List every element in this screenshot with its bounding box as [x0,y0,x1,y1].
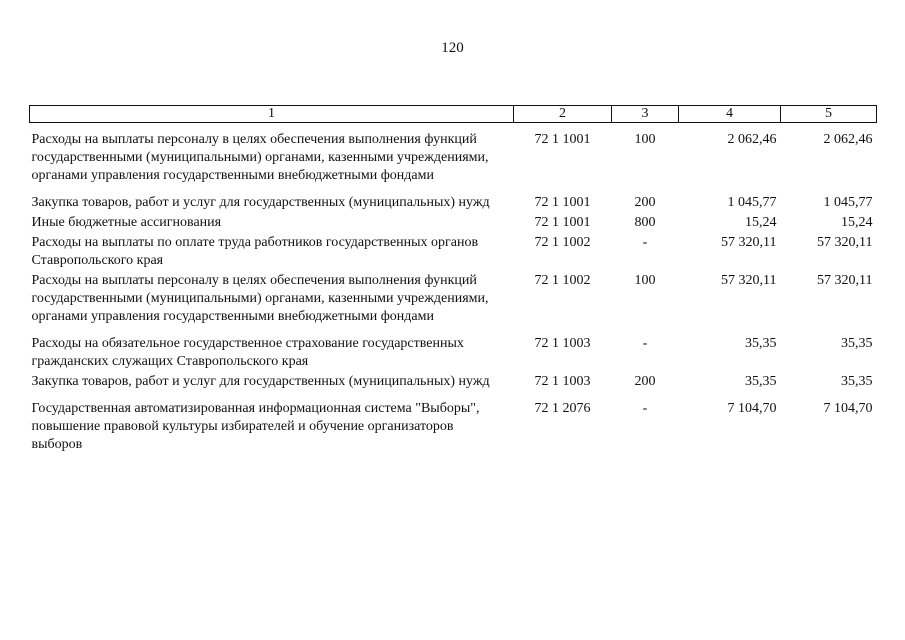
row-type: 100 [634,132,656,147]
row-type: 800 [634,215,656,230]
row-name: Закупка товаров, работ и услуг для государственных (муниципальных) нужд [31,195,490,210]
row-amount-5: 7 104,70 [823,401,873,416]
row-amount-5: 35,35 [841,336,873,351]
row-amount-5: 1 045,77 [823,195,873,210]
table-row [30,130,877,186]
row-amount-4: 1 045,77 [727,195,777,210]
column-header-3: 3 [612,106,679,123]
row-type: - [642,336,648,351]
table-row [30,193,877,213]
row-amount-4: 15,24 [745,215,777,230]
row-name: Иные бюджетные ассигнования [31,215,222,230]
row-name: Расходы на выплаты персоналу в целях обеспечения выполнения функций государственными (муниципальными) органами, казенными учреждениями, органами управления государственными внебюджетными фондами [31,132,489,183]
row-amount-5: 35,35 [841,374,873,389]
row-amount-4: 57 320,11 [721,235,777,250]
row-type: 100 [634,273,656,288]
row-amount-4: 57 320,11 [721,273,777,288]
row-type: - [642,235,648,250]
column-header-2: 2 [514,106,612,123]
table-header-row [30,106,877,123]
column-header-5: 5 [781,106,877,123]
row-amount-5: 2 062,46 [823,132,873,147]
row-amount-5: 57 320,11 [817,273,873,288]
row-amount-5: 15,24 [841,215,873,230]
row-amount-4: 7 104,70 [727,401,777,416]
row-code: 72 1 1003 [534,336,591,351]
row-code: 72 1 1001 [534,215,591,230]
row-code: 72 1 2076 [534,401,591,416]
row-code: 72 1 1002 [534,273,591,288]
row-code: 72 1 1002 [534,235,591,250]
column-header-1: 1 [30,106,514,123]
row-amount-4: 35,35 [745,374,777,389]
row-amount-4: 2 062,46 [727,132,777,147]
table-row [30,399,877,455]
budget-table [29,105,877,455]
table-row [30,213,877,233]
page-number: 120 [441,40,464,56]
column-header-4: 4 [679,106,781,123]
table-row [30,233,877,271]
row-type: 200 [634,374,656,389]
row-name: Расходы на выплаты персоналу в целях обеспечения выполнения функций государственными (муниципальными) органами, казенными учреждениями, органами управления государственными внебюджетными фондами [31,273,489,324]
row-amount-4: 35,35 [745,336,777,351]
row-name: Расходы на обязательное государственное страхование государственных гражданских служащих Ставропольского края [31,336,464,369]
table-row [30,372,877,392]
row-name: Расходы на выплаты по оплате труда работников государственных органов Ставропольского края [31,235,479,268]
row-type: 200 [634,195,656,210]
table-row [30,271,877,327]
row-code: 72 1 1003 [534,374,591,389]
row-amount-5: 57 320,11 [817,235,873,250]
row-name: Закупка товаров, работ и услуг для государственных (муниципальных) нужд [31,374,490,389]
row-code: 72 1 1001 [534,132,591,147]
row-name: Государственная автоматизированная информационная система "Выборы", повышение правовой культуры избирателей и обучение организаторов выборов [31,401,480,452]
row-type: - [642,401,648,416]
row-code: 72 1 1001 [534,195,591,210]
table-row [30,334,877,372]
